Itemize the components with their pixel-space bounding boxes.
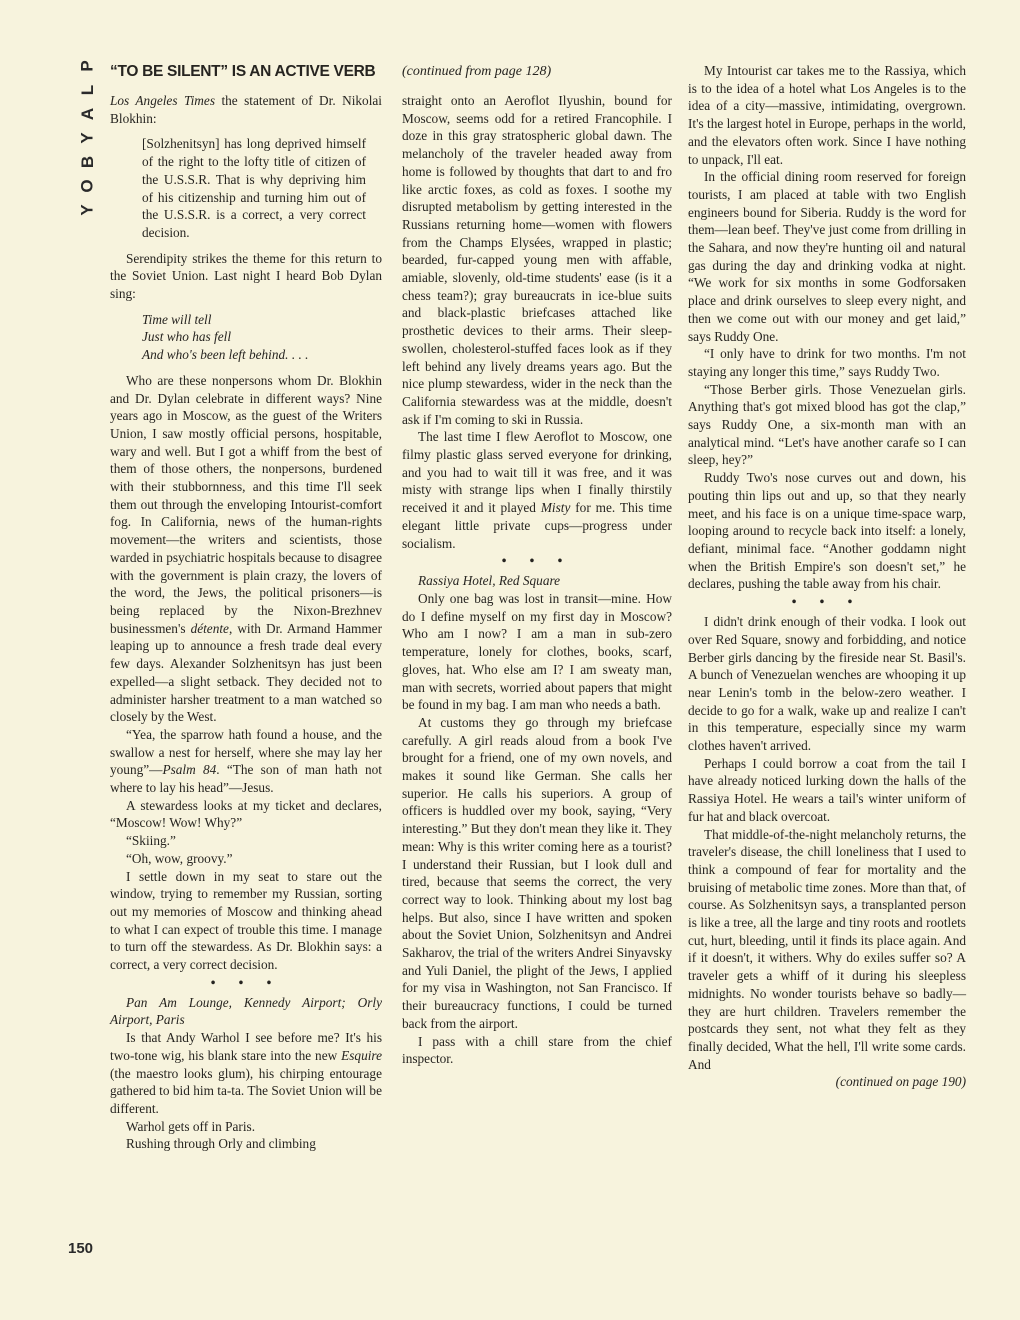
section-divider: • • • (791, 594, 863, 610)
continued-from-note: (continued from page 128) (402, 64, 552, 79)
magazine-name-vertical (76, 58, 100, 218)
column-2 (402, 62, 672, 1068)
paragraph: A stewardess looks at my ticket and declares, “Moscow! Wow! Why?” (110, 797, 382, 831)
paragraph: The last time I flew Aeroflot to Moscow, one filmy plastic glass served everyone for drinking, and you had to wait till it was free, and it was misty with strange lips when I finally thirstily received it and it played Misty for me. This time elegant little private cups—progress under socialism. (402, 429, 672, 551)
magazine-letter: P (78, 60, 97, 72)
paragraph: Is that Andy Warhol I see before me? It's his two-tone wig, his blank stare into the new Esquire (the maestro looks glum), his chirping entourage gathered to bid him ta-ta. The Soviet Union will be different. (110, 1030, 382, 1116)
lyric-line: Just who has fell (142, 329, 232, 345)
paragraph: Who are these nonpersons whom Dr. Blokhin and Dr. Dylan celebrate in different ways? Nine years ago in Moscow, as the guest of the Writers Union, I saw mostly official persons, hospitable, wary and well. But I got a whiff from the best of them of those others, the nonpersons, burdened with their stubbornness, and this time I'll seek them out through the enveloping Intourist-comfort fog. In California, news of the human-rights movement—the writers and scientists, those warded in psychiatric hospitals because to disagree with the government is plain crazy, the lovers of the word, the Jews, the political prisoners—is being replaced by the Nixon-Brezhnev businessmen's détente, with Dr. Armand Hammer leaping up to announce a fresh trade deal every few days. Alexander Solzhenitsyn has just been expelled—a slight setback. They decided not to administer harsher treatment to a man watched so closely by the West. (110, 372, 382, 725)
paragraph: “I only have to drink for two months. I'm not staying any longer this time,” says Ruddy Two. (688, 346, 966, 379)
paragraph: At customs they go through my briefcase carefully. A girl reads aloud from a book I've brought for a friend, one of my own novels, and makes it sound like German. She calls her superior. He calls his superiors. A group of officers is huddled over my book, saying, “Very interesting.” But they don't mean they like it. They mean: Why is this writer coming here as a tourist? I understand their Russian, but I look dull and tired, because that seems the correct, the very correct way to look. Thinking about my lost bag helps. But also, since I have written and spoken about the Soviet Union, Solzhenitsyn and Andrei Sakharov, the trial of the writers Andrei Sinyavsky and Yuli Daniel, the plight of the Jews, I applied for my visa in Washington, not San Francisco. If their bureaucracy functions, I could be turned back from the airport. (402, 714, 672, 1031)
paragraph: “Those Berber girls. Those Venezuelan girls. Anything that's got mixed blood has got the clap,” says Ruddy One, a six-month man with an analytical mind. “Let's have another carafe so I can sleep, hey?” (688, 381, 966, 468)
paragraph: straight onto an Aeroflot Ilyushin, bound for Moscow, seems odd for a retired Francophile. I doze in this gray stratospheric global dawn. The melancholy of the traveler headed away from home is followed by thoughts that dart to and fro like arctic foxes, as cold as foxes. I soothe my disrupted metabolism by getting interested in the Russians returning home—women with flowers from the Champs Elysées, wrapped in plastic; bearded, fur-capped young men with affable, amiable, slovenly, old-time students' ease (is it a chess team?); gray bureaucrats in ice-blue suits and black-plastic briefcases attached like prosthetic devices to their arms. Their sleep-swollen, cholesterol-stuffed faces look as if they left behind any lively dreams years ago. But the nice plump stewardess, wider in the neck than the California stewardess was at the middle, doesn't ask if I'm coming to ski in Russia. (402, 93, 672, 427)
paragraph: I settle down in my seat to stare out the window, trying to remember my Russian, sorting out my memories of Moscow and thinking ahead to what I can expect of trouble this time. I manage to turn off the stewardess. As Dr. Blokhin says: a correct, a very correct decision. (110, 868, 382, 973)
magazine-letter: L (77, 84, 97, 96)
lyric-line: Time will tell (142, 311, 212, 327)
paragraph: That middle-of-the-night melancholy returns, the traveler's disease, the chill loneliness that I used to think a compound of fear for mortality and the bruising of metabolic time zones. More than that, of course. As Solzhenitsyn says, a transplanted person is like a tree, all the large and tiny roots and rootlets cut, hurt, bleeding, until it finds its place again. And if it doesn't, it withers. Why do exiles suffer so? A traveler gets a whiff of it during his sleepless midnights. No wonder tourists behave so badly—they are hurt children. Travelers remember the postcards they sent, not what they felt as they finally decided, What the hell, I'll write some cards. And (688, 826, 966, 1072)
paragraph: “Yea, the sparrow hath found a house, and the swallow a nest for herself, where she may lay her young”—Psalm 84. “The son of man hath not where to lay his head”—Jesus. (110, 726, 382, 796)
magazine-letter: O (77, 179, 97, 193)
column-3 (688, 62, 966, 1091)
paragraph: Ruddy Two's nose curves out and down, his pouting thin lips out and up, so that they nearly meet, and his face is on a unique time-space warp, looping around to recycle back into itself: a lonely, defiant, minimal face. “Another goddamn night when the British Empire's son doesn't set,” he declares, pushing the table away from his chair. (688, 470, 966, 592)
paragraph: Los Angeles Times the statement of Dr. Nikolai Blokhin: (110, 93, 382, 126)
magazine-letter: Y (78, 204, 97, 216)
paragraph: Only one bag was lost in transit—mine. How do I define myself on my first day in Moscow? Who am I now? I am a man in sub-zero temperature, lonely for clothes, books, scarf, gloves, hat. Who else am I? I am sweaty man, man with secrets, worried about papers that might be found in my bag. I am man who needs a bath. (402, 590, 672, 713)
article-title: “TO BE SILENT” IS AN ACTIVE VERB (110, 63, 376, 80)
paragraph: I didn't drink enough of their vodka. I look out over Red Square, snowy and forbidding, and notice Berber girls dancing by the fireside near St. Basil's. A bunch of Venezuelan wenches are whooping it up near Lenin's tomb in the below-zero weather. I decide to go for a walk, wake up and realize I can't in this temperature, especially since my warm clothes haven't arrived. (688, 614, 966, 754)
dateline: Rassiya Hotel, Red Square (418, 573, 561, 589)
column-1 (110, 62, 382, 1153)
magazine-letter: Y (78, 132, 97, 144)
paragraph: Rushing through Orly and climbing (126, 1136, 316, 1152)
quote-text: [Solzhenitsyn] has long deprived himself of the right to the lofty title of citizen of the U.S.S.R. That is why depriving him of his citizenship and turning him out of the U.S.S.R. is a correct, a very correct decision. (142, 136, 366, 240)
paragraph: Warhol gets off in Paris. (126, 1118, 256, 1134)
paragraph: “Skiing.” (126, 833, 176, 849)
paragraph: Perhaps I could borrow a coat from the tail I have already noticed lurking down the halls of the Rassiya Hotel. He wears a tail's winter uniform of fur hat and black overcoat. (688, 755, 966, 824)
paragraph: Serendipity strikes the theme for this return to the Soviet Union. Last night I heard Bob Dylan sing: (110, 250, 382, 302)
paragraph: In the official dining room reserved for foreign tourists, I am placed at table with two English engineers bound for Siberia. Ruddy is the word for them—lean beef. They've just come from drilling in the Sahara, and now they're hunting oil and natural gas during the day and drinking vodka at night. “We work for six months in some Godforsaken place and drink ourselves to sleep every night, and then we come out with our money and get laid,” says Ruddy One. (688, 169, 966, 344)
lyric-line: And who's been left behind. . . . (142, 347, 309, 363)
paragraph: “Oh, wow, groovy.” (126, 850, 233, 866)
magazine-letter: A (78, 107, 97, 121)
block-quote (110, 135, 382, 241)
page-number: 150 (68, 1240, 94, 1257)
paragraph: My Intourist car takes me to the Rassiya, which is to the idea of a hotel what Los Angeles is to the idea of a city—massive, intimidating, overgrown. It's the largest hotel in Europe, perhaps in the world, and the elevators often work. Since I have nothing to unpack, I'll eat. (688, 63, 966, 167)
song-lyrics (110, 311, 382, 364)
section-divider: • • • (210, 974, 282, 990)
section-divider: • • • (501, 553, 573, 569)
magazine-letter: B (78, 155, 97, 169)
paragraph: I pass with a chill stare from the chief inspector. (402, 1033, 672, 1067)
dateline: Pan Am Lounge, Kennedy Airport; Orly Airport, Paris (110, 994, 382, 1028)
continued-on-note: (continued on page 190) (835, 1074, 966, 1090)
newspaper-name: Los Angeles Times (110, 93, 215, 108)
